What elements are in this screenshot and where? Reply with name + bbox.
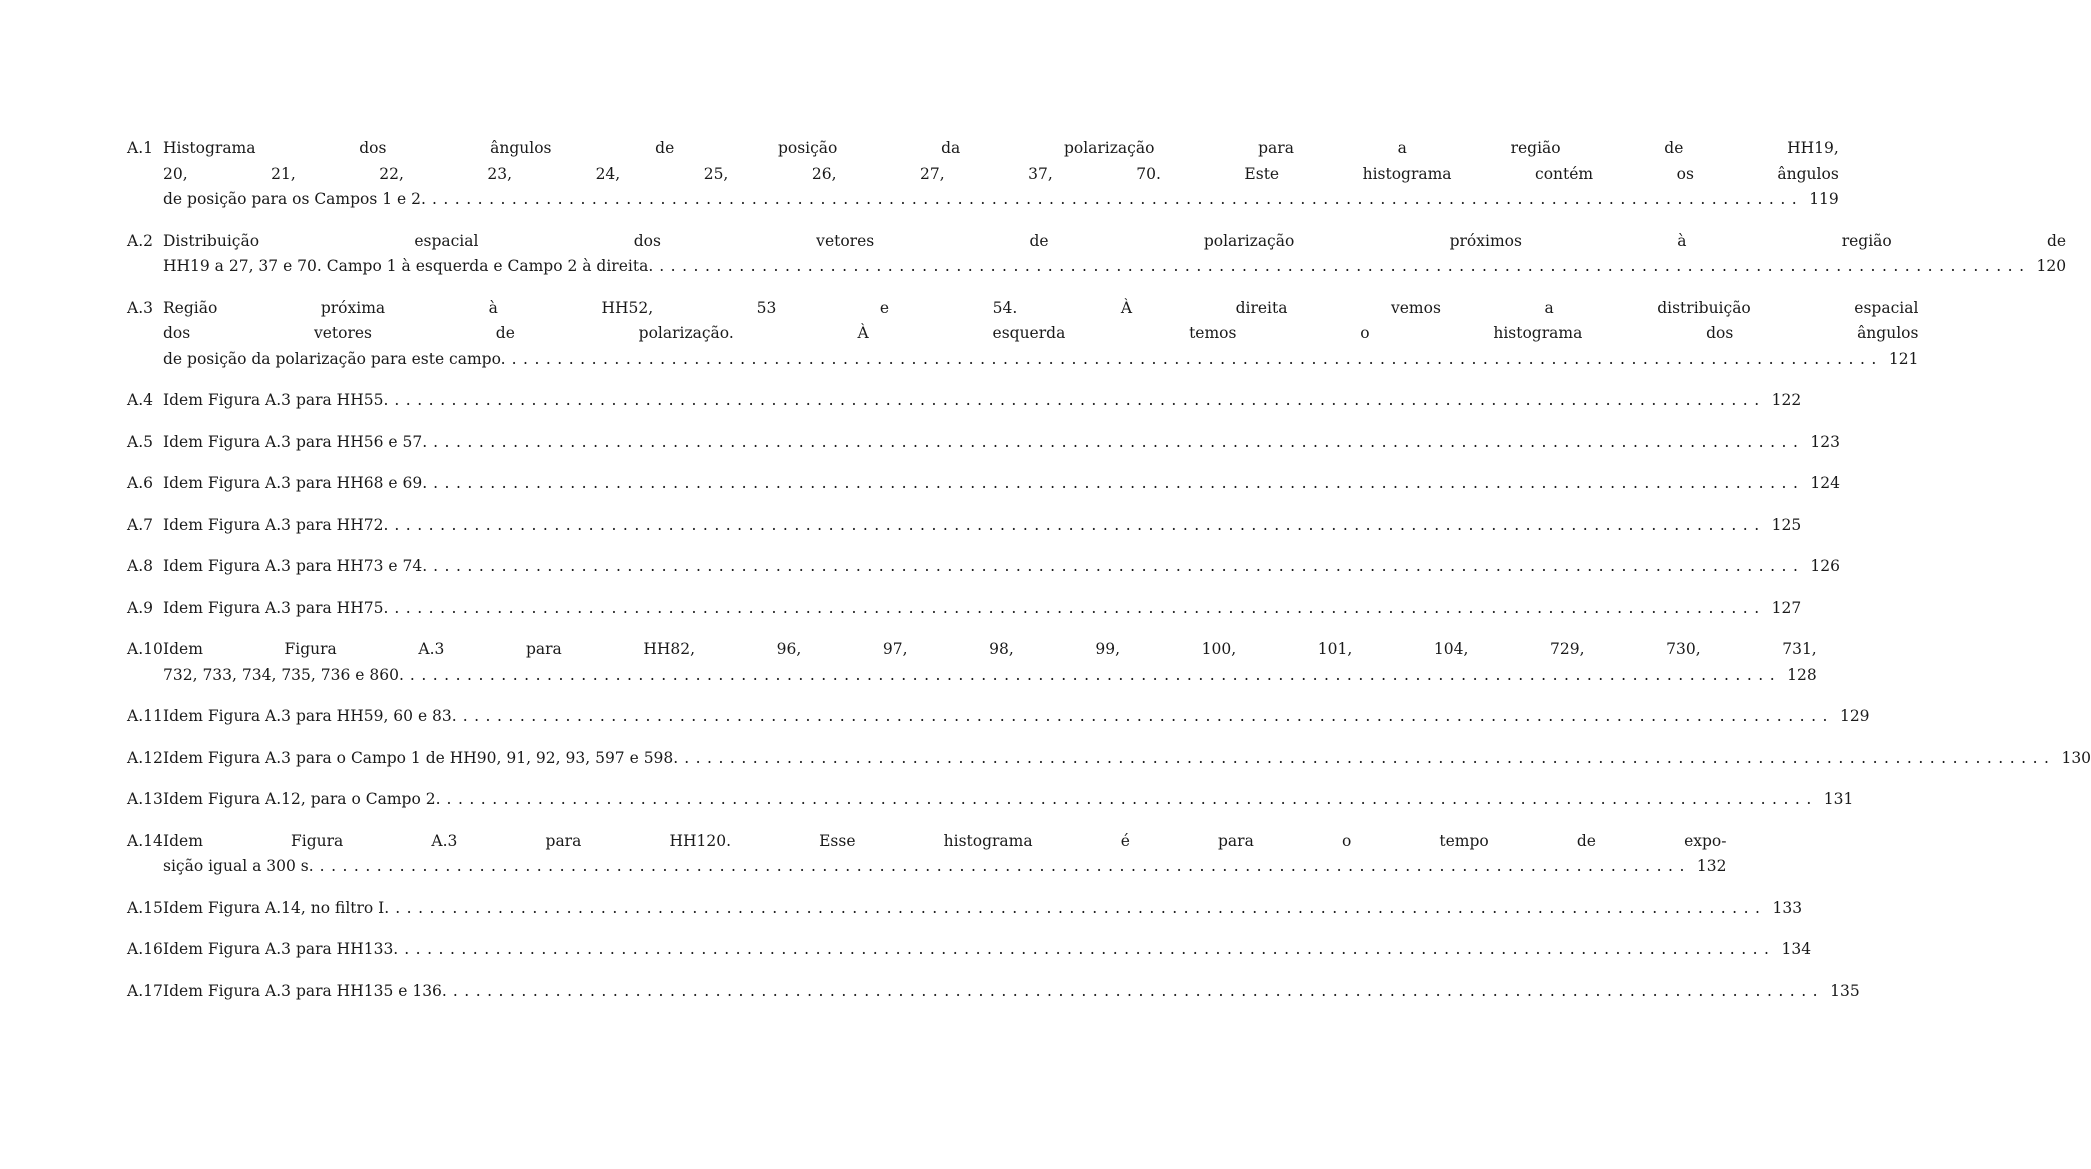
figure-number: A.8: [127, 557, 153, 575]
figure-entry[interactable]: [127, 979, 1860, 1005]
caption-last-line: [163, 254, 2066, 280]
figure-number: A.14: [127, 831, 163, 850]
figure-number: A.6: [127, 474, 153, 492]
leader-dots: ........................................................................................................................: [409, 665, 1782, 684]
caption-line: Idem Figura A.3 para o Campo 1 de HH90, 91, 92, 93, 597 e 598.: [163, 748, 679, 767]
figure-number: A.9: [127, 598, 153, 617]
caption-line: Idem Figura A.3 para HH56 e 57.: [163, 432, 428, 451]
figure-entry[interactable]: [127, 896, 1803, 922]
page-number[interactable]: 121: [1888, 349, 1919, 368]
figure-entry[interactable]: [127, 937, 1812, 963]
leader-dots: ........................................................................................................................: [433, 432, 1805, 451]
caption-line: Idem Figura A.3 para HH120. Esse histograma é para o tempo de expo-: [163, 831, 1727, 850]
figure-entry[interactable]: [127, 296, 1919, 373]
caption-line: Região próxima à HH52, 53 e 54. À direita vemos a distribuição espacial: [163, 298, 1919, 317]
caption-last-line: [163, 430, 1840, 456]
figure-caption: [163, 513, 1801, 539]
figure-entry[interactable]: [127, 430, 1840, 456]
caption-last-line: [163, 787, 1853, 813]
caption-last-line: [163, 596, 1801, 622]
leader-dots: ........................................................................................................................: [319, 857, 1691, 875]
caption-line: Idem Figura A.3 para HH75.: [163, 598, 389, 617]
page-number[interactable]: 135: [1830, 981, 1860, 1000]
page-number[interactable]: 127: [1771, 598, 1802, 617]
leader-dots: ........................................................................................................................: [659, 257, 2031, 275]
leader-dots: ........................................................................................................................: [446, 790, 1818, 808]
figure-caption: [163, 471, 1840, 497]
figure-caption: [163, 296, 1918, 373]
figure-caption: [163, 596, 1801, 622]
caption-line: de posição da polarização para este campo.: [163, 349, 506, 368]
caption-last-line: [163, 187, 1839, 213]
leader-dots: ........................................................................................................................: [684, 748, 2056, 767]
figure-entry[interactable]: [127, 554, 1840, 580]
figure-number: A.5: [127, 432, 153, 451]
caption-line: Idem Figura A.14, no filtro I.: [163, 898, 390, 917]
figure-number: A.17: [127, 981, 163, 1000]
figure-number: A.7: [127, 515, 153, 534]
caption-line: Idem Figura A.12, para o Campo 2.: [163, 790, 441, 808]
figure-number: A.16: [127, 940, 163, 958]
leader-dots: ........................................................................................................................: [452, 981, 1825, 1000]
page-number[interactable]: 120: [2036, 257, 2067, 275]
page-number[interactable]: 132: [1696, 857, 1727, 875]
figure-caption: [163, 746, 2091, 772]
page-number[interactable]: 130: [2061, 748, 2091, 767]
figure-caption: [163, 979, 1860, 1005]
figure-caption: [163, 896, 1802, 922]
figure-caption: [163, 136, 1839, 213]
caption-line: Idem Figura A.3 para HH72.: [163, 515, 389, 534]
caption-last-line: [163, 704, 1870, 730]
figure-caption: [163, 388, 1801, 414]
figure-entry[interactable]: [127, 787, 1854, 813]
caption-line: Idem Figura A.3 para HH73 e 74.: [163, 557, 428, 575]
figure-number: A.15: [127, 898, 163, 917]
figure-number: A.10: [127, 640, 163, 658]
leader-dots: ........................................................................................................................: [394, 515, 1766, 534]
caption-line: Idem Figura A.3 para HH135 e 136.: [163, 981, 447, 1000]
figure-number: A.12: [127, 748, 163, 767]
figure-caption: [163, 229, 2066, 280]
figure-caption: [163, 787, 1853, 813]
figure-number: A.11: [127, 707, 163, 725]
list-of-figures: [127, 136, 2091, 1020]
leader-dots: ........................................................................................................................: [433, 557, 1805, 575]
leader-dots: ........................................................................................................................: [395, 898, 1767, 917]
caption-last-line: [163, 663, 1817, 689]
figure-caption: [163, 554, 1840, 580]
caption-line: Idem Figura A.3 para HH68 e 69.: [163, 474, 428, 492]
page-number[interactable]: 123: [1810, 432, 1840, 451]
figure-entry[interactable]: [127, 704, 1870, 730]
caption-line: sição igual a 300 s.: [163, 857, 314, 875]
caption-last-line: [163, 554, 1840, 580]
figure-number: A.2: [127, 231, 153, 250]
page-number[interactable]: 131: [1823, 790, 1854, 808]
caption-last-line: [163, 937, 1811, 963]
caption-last-line: [163, 388, 1801, 414]
figure-caption: [163, 637, 1817, 688]
figure-caption: [163, 430, 1840, 456]
figure-entry[interactable]: [127, 471, 1840, 497]
figure-number: A.3: [127, 298, 153, 317]
caption-last-line: [163, 513, 1801, 539]
caption-last-line: [163, 979, 1860, 1005]
leader-dots: ........................................................................................................................: [404, 940, 1776, 958]
figure-number: A.4: [127, 391, 153, 409]
page-number[interactable]: 128: [1787, 665, 1817, 684]
figure-number: A.1: [127, 139, 153, 157]
figure-number: A.13: [127, 790, 163, 808]
page-number[interactable]: 122: [1771, 391, 1802, 409]
caption-line: Idem Figura A.3 para HH133.: [163, 940, 399, 958]
leader-dots: ........................................................................................................................: [394, 391, 1766, 409]
figure-entry[interactable]: [127, 229, 2067, 280]
leader-dots: ........................................................................................................................: [394, 598, 1766, 617]
page-number[interactable]: 133: [1772, 898, 1803, 917]
leader-dots: ........................................................................................................................: [462, 707, 1834, 725]
page-number[interactable]: 125: [1771, 515, 1802, 534]
caption-last-line: [163, 746, 2091, 772]
figure-entry[interactable]: [127, 136, 1839, 213]
caption-line: 732, 733, 734, 735, 736 e 860.: [163, 665, 404, 684]
caption-last-line: [163, 347, 1918, 373]
page-number[interactable]: 126: [1810, 557, 1840, 575]
caption-line: dos vetores de polarização. À esquerda temos o histograma dos ângulos: [163, 324, 1919, 342]
figure-entry[interactable]: [127, 513, 1802, 539]
figure-entry[interactable]: [127, 637, 1817, 688]
caption-last-line: [163, 854, 1726, 880]
caption-line: de posição para os Campos 1 e 2.: [163, 190, 426, 208]
caption-line: HH19 a 27, 37 e 70. Campo 1 à esquerda e Campo 2 à direita.: [163, 257, 654, 275]
figure-entry[interactable]: [127, 829, 1727, 880]
caption-line: Histograma dos ângulos de posição da polarização para a região de HH19,: [163, 139, 1839, 157]
page-number[interactable]: 129: [1839, 707, 1870, 725]
caption-line: Distribuição espacial dos vetores de polarização próximos à região de: [163, 231, 2067, 250]
caption-line: Idem Figura A.3 para HH55.: [163, 391, 389, 409]
page-number[interactable]: 119: [1809, 190, 1839, 208]
caption-line: 20, 21, 22, 23, 24, 25, 26, 27, 37, 70. Este histograma contém os ângulos: [163, 164, 1839, 183]
figure-caption: [163, 937, 1811, 963]
caption-line: Idem Figura A.3 para HH59, 60 e 83.: [163, 707, 457, 725]
page-number[interactable]: 124: [1810, 474, 1840, 492]
leader-dots: ........................................................................................................................: [433, 474, 1805, 492]
caption-line: Idem Figura A.3 para HH82, 96, 97, 98, 99, 100, 101, 104, 729, 730, 731,: [163, 640, 1817, 658]
caption-last-line: [163, 471, 1840, 497]
leader-dots: ........................................................................................................................: [431, 190, 1804, 208]
page-number[interactable]: 134: [1781, 940, 1812, 958]
figure-entry[interactable]: [127, 596, 1802, 622]
figure-entry[interactable]: [127, 746, 2091, 772]
figure-entry[interactable]: [127, 388, 1802, 414]
figure-caption: [163, 829, 1726, 880]
figure-caption: [163, 704, 1870, 730]
leader-dots: ........................................................................................................................: [511, 349, 1883, 368]
caption-last-line: [163, 896, 1802, 922]
